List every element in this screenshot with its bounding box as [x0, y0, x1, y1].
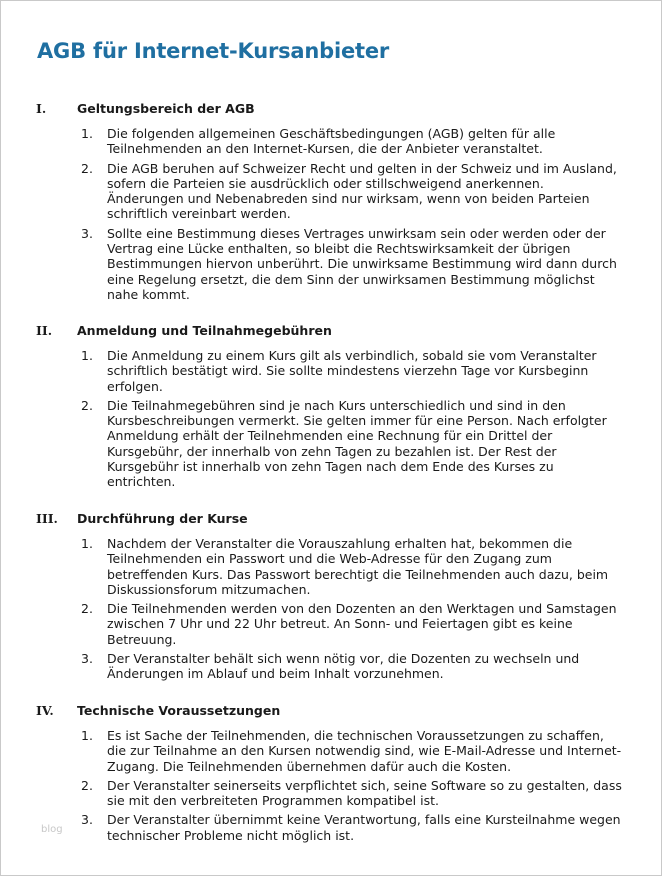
item-number: 3. — [81, 651, 93, 667]
item-number: 2. — [81, 777, 93, 793]
section-item-list — [1, 536, 661, 682]
list-item — [1, 778, 661, 809]
section-geltungsbereich — [1, 101, 661, 306]
section-title: Technische Voraussetzungen — [77, 703, 281, 718]
list-item — [1, 728, 661, 774]
item-text: Der Veranstalter übernimmt keine Verantwortung, falls eine Kursteilnahme wegen technischer Probleme nicht möglich ist. — [107, 812, 621, 843]
section-durchfuehrung — [1, 511, 661, 686]
list-item — [1, 226, 661, 302]
item-text: Die Teilnahmegebühren sind je nach Kurs unterschiedlich und sind in den Kursbeschreibungen vermerkt. Sie gelten immer für eine Person. Nach erfolgter Anmeldung erhält der Teilnehmenden eine Rechnung für ein Drittel der Kursgebühr, der innerhalb von zehn Tagen zu bezahlen ist. Der Rest der Kursgebühr ist innerhalb von zehn Tagen nach dem Ende des Kurses zu entrichten. — [107, 397, 607, 490]
section-number: III. — [36, 511, 58, 526]
section-item-list — [1, 126, 661, 302]
item-text: Die Teilnehmenden werden von den Dozenten an den Werktagen und Samstagen zwischen 7 Uhr und 22 Uhr betreut. An Sonn- und Feiertagen gibt es keine Betreuung. — [107, 601, 617, 647]
section-number: IV. — [36, 703, 54, 718]
item-text: Die Anmeldung zu einem Kurs gilt als verbindlich, sobald sie vom Veranstalter schriftlich bestätigt wird. Sie sollte mindestens vierzehn Tage vor Kursbeginn erfolgen. — [107, 348, 597, 394]
section-title: Geltungsbereich der AGB — [77, 101, 255, 116]
item-text: Es ist Sache der Teilnehmenden, die technischen Voraussetzungen zu schaffen, die zur Teilnahme an den Kursen notwendig sind, wie E-Mail-Adresse und Internet-Zugang. Die Teilnehmenden übernehmen dafür auch die Kosten. — [107, 728, 622, 774]
section-heading — [1, 101, 661, 117]
section-item-list — [1, 348, 661, 490]
item-text: Die AGB beruhen auf Schweizer Recht und gelten in der Schweiz und im Ausland, sofern die Parteien sie ausdrücklich oder stillschweigend anerkennen. Änderungen und Nebenabreden sind nur wirksam, wenn von beiden Parteien schriftlich vereinbart werden. — [107, 160, 617, 222]
item-text: Sollte eine Bestimmung dieses Vertrages unwirksam sein oder werden oder der Vertrag eine Lücke enthalten, so bleibt die Rechtswirksamkeit der übrigen Bestimmungen hiervon unberührt. Die unwirksame Bestimmung wird dann durch eine Regelung ersetzt, die dem Sinn der unwirksamen Bestimmung möglichst nahe kommt. — [107, 225, 617, 302]
list-item — [1, 601, 661, 647]
item-number: 1. — [81, 126, 93, 141]
list-item — [1, 651, 661, 682]
section-item-list — [1, 728, 661, 843]
list-item — [1, 536, 661, 597]
item-number: 2. — [81, 397, 93, 413]
item-text: Nachdem der Veranstalter die Vorauszahlung erhalten hat, bekommen die Teilnehmenden ein Passwort und die Web-Adresse für den Zugang zum betreffenden Kurs. Das Passwort berechtigt die Teilnehmenden auch dazu, beim Diskussionsforum mitzumachen. — [107, 536, 609, 597]
item-number: 1. — [81, 348, 93, 363]
section-anmeldung — [1, 323, 661, 494]
section-title: Durchführung der Kurse — [77, 511, 248, 526]
watermark-text: blog — [41, 824, 63, 835]
section-title: Anmeldung und Teilnahmegebühren — [77, 323, 332, 338]
list-item — [1, 348, 661, 394]
item-text: Der Veranstalter seinerseits verpflichtet sich, seine Software so zu gestalten, dass sie mit den verbreiteten Programmen kompatibel ist. — [107, 777, 622, 809]
section-heading — [1, 703, 661, 719]
section-heading — [1, 323, 661, 339]
section-number: I. — [36, 101, 47, 116]
section-number: II. — [36, 323, 53, 338]
document-title: AGB für Internet-Kursanbieter — [37, 39, 390, 63]
item-number: 2. — [81, 601, 93, 617]
item-number: 1. — [81, 728, 93, 743]
item-number: 2. — [81, 160, 93, 176]
item-number: 3. — [81, 225, 93, 241]
list-item — [1, 126, 661, 157]
item-number: 3. — [81, 812, 93, 828]
list-item — [1, 398, 661, 490]
item-text: Der Veranstalter behält sich wenn nötig vor, die Dozenten zu wechseln und Änderungen im Ablauf und beim Inhalt vorzunehmen. — [107, 651, 580, 682]
item-number: 1. — [81, 536, 93, 551]
list-item — [1, 161, 661, 222]
section-heading — [1, 511, 661, 527]
item-text: Die folgenden allgemeinen Geschäftsbedingungen (AGB) gelten für alle Teilnehmenden an den Internet-Kursen, die der Anbieter veranstaltet. — [107, 126, 556, 157]
list-item — [1, 812, 661, 843]
section-technische-voraussetzungen — [1, 703, 661, 847]
